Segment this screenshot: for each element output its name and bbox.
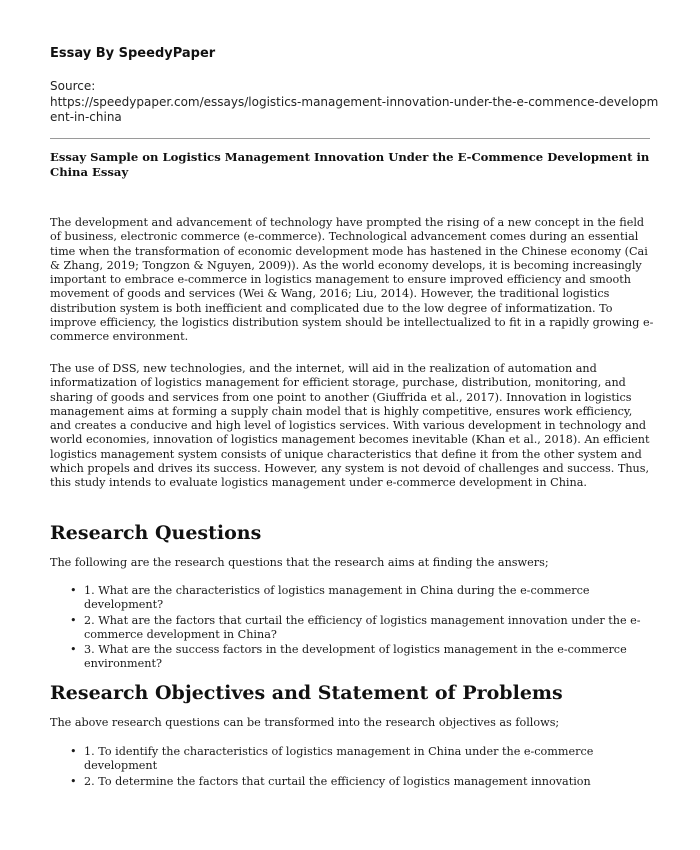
bullet-icon: • <box>70 613 77 627</box>
source-url[interactable]: https://speedypaper.com/essays/logistics-management-innovation-under-the-e-commence-development-in-china <box>50 94 659 124</box>
research-questions-intro: The following are the research questions that the research aims at finding the answers; <box>50 556 549 569</box>
bullet-icon: • <box>70 774 77 788</box>
source-label: Source: <box>50 79 96 93</box>
list-item-text: 1. What are the characteristics of logistics management in China during the e-commerce development? <box>84 584 590 612</box>
list-item-text: 2. To determine the factors that curtail the efficiency of logistics management innovation <box>84 774 591 788</box>
heading-research-questions: Research Questions <box>50 522 262 544</box>
essay-title: Essay Sample on Logistics Management Innovation Under the E-Commence Development in China Essay <box>50 150 650 179</box>
bullet-icon: • <box>70 584 77 597</box>
list-item-text: 1. To identify the characteristics of logistics management in China under the e-commerce development <box>84 745 594 773</box>
list-item <box>50 745 654 774</box>
list-item <box>50 584 654 613</box>
divider <box>50 138 650 139</box>
list-item <box>50 643 654 672</box>
paragraph-1: The development and advancement of technology have prompted the rising of a new concept in the field of business, electronic commerce (e-commerce). Technological advancement comes during an essential time when the transformation of economic development mode has hastened in the Chinese economy (Cai & Zhang, 2019; Tongzon & Nguyen, 2009)). As the world economy develops, it is becoming increasingly important to embrace e-commerce in logistics management to ensure improved efficiency and smooth movement of goods and services (Wei & Wang, 2016; Liu, 2014). However, the traditional logistics distribution system is both inefficient and complicated due to the low degree of informatization. To improve efficiency, the logistics distribution system should be intellectualized to fit in a rapidly growing e-commerce environment. <box>50 216 654 344</box>
bullet-icon: • <box>70 745 77 758</box>
list-item-text: 2. What are the factors that curtail the efficiency of logistics management innovation under the e-commerce development in China? <box>84 613 641 641</box>
source-block <box>50 79 660 126</box>
list-item-text: 3. What are the success factors in the development of logistics management in the e-commerce environment? <box>84 643 627 671</box>
paragraph-2: The use of DSS, new technologies, and the internet, will aid in the realization of automation and informatization of logistics management for efficient storage, purchase, distribution, monitoring, and sharing of goods and services from one point to another (Giuffrida et al., 2017). Innovation in logistics management aims at forming a supply chain model that is highly competitive, ensures work efficiency, and creates a conducive and high level of logistics services. With various development in technology and world economies, innovation of logistics management becomes inevitable (Khan et al., 2018). An efficient logistics management system consists of unique characteristics that define it from the other system and which propels and drives its success. However, any system is not devoid of challenges and success. Thus, this study intends to evaluate logistics management under e-commerce development in China. <box>50 362 650 490</box>
brand-title: Essay By SpeedyPaper <box>50 46 216 61</box>
research-objectives-list <box>50 745 654 790</box>
list-item <box>50 614 654 643</box>
heading-research-objectives: Research Objectives and Statement of Problems <box>50 682 563 704</box>
bullet-icon: • <box>70 643 77 657</box>
list-item <box>50 775 654 789</box>
research-questions-list <box>50 584 654 673</box>
research-objectives-intro: The above research questions can be transformed into the research objectives as follows; <box>50 716 560 729</box>
